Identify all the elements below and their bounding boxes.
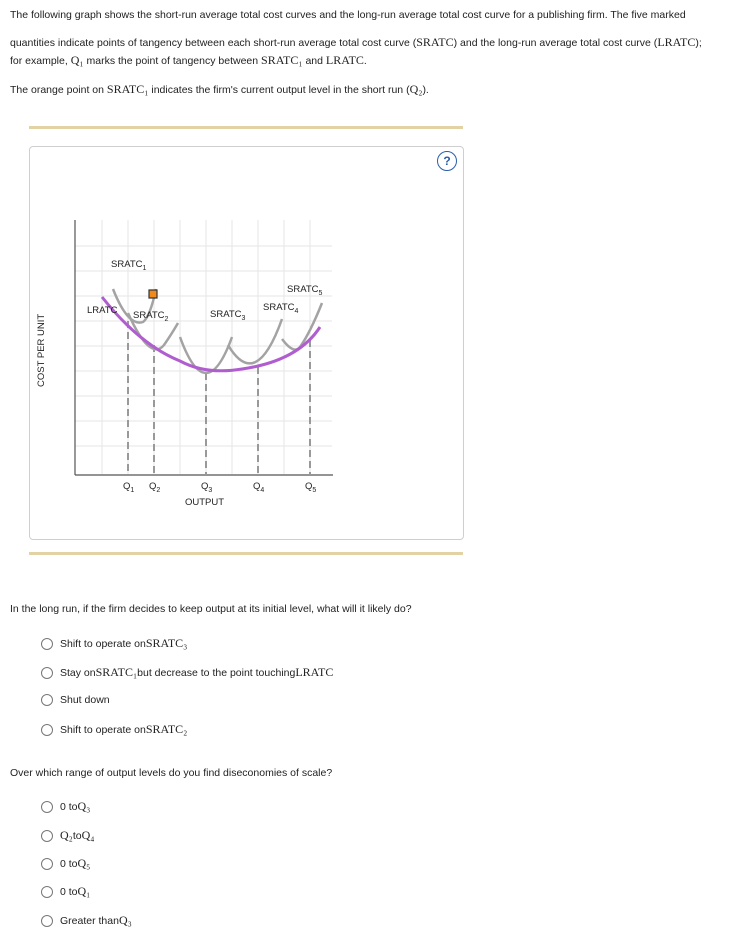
current-output-point bbox=[149, 290, 157, 298]
lratc-label: LRATC bbox=[87, 305, 118, 316]
bottom-divider bbox=[29, 552, 463, 555]
intro-line-3: for example, Q₁ marks the point of tangency between SRATC₁ and LRATC. bbox=[10, 53, 367, 67]
sratc1-label: $SRATC_1$ bbox=[111, 259, 147, 272]
x-axis-label: OUTPUT bbox=[185, 497, 225, 508]
radio-button[interactable] bbox=[41, 886, 53, 898]
sratc3-label: $SRATC_3$ bbox=[210, 309, 246, 322]
sratc5-label: $SRATC_5$ bbox=[287, 284, 323, 297]
question-1-prompt: In the long run, if the firm decides to keep output at its initial level, what will it likely do? bbox=[10, 603, 412, 615]
q1-option-2[interactable]: Stay on SRATC₁ but decrease to the point touching LRATC bbox=[41, 665, 333, 680]
cost-curves-graph[interactable] bbox=[30, 147, 463, 539]
radio-button[interactable] bbox=[41, 724, 53, 736]
radio-button[interactable] bbox=[41, 638, 53, 650]
q2-option-5[interactable]: Greater than Q₃ bbox=[41, 913, 132, 928]
q1-option-1[interactable]: Shift to operate on SRATC₃ bbox=[41, 636, 187, 651]
q5-tick-label: $Q_5$ bbox=[305, 481, 317, 494]
radio-button[interactable] bbox=[41, 830, 53, 842]
tangency-dropline-group bbox=[128, 321, 310, 475]
question-2-prompt: Over which range of output levels do you find diseconomies of scale? bbox=[10, 767, 333, 779]
y-axis-label: COST PER UNIT bbox=[36, 313, 47, 387]
q4-tick-label: $Q_4$ bbox=[253, 481, 265, 494]
radio-button[interactable] bbox=[41, 694, 53, 706]
intro-line-1: The following graph shows the short-run average total cost curves and the long-run average total cost curve for a publishing firm. The five marked bbox=[10, 9, 686, 21]
q1-tick-label: $Q_1$ bbox=[123, 481, 135, 494]
q2-tick-label: $Q_2$ bbox=[149, 481, 161, 494]
graph-panel bbox=[29, 146, 464, 540]
sratc4-label: $SRATC_4$ bbox=[263, 302, 299, 315]
radio-button[interactable] bbox=[41, 915, 53, 927]
q2-option-1[interactable]: 0 to Q₃ bbox=[41, 799, 90, 814]
q2-option-3[interactable]: 0 to Q₅ bbox=[41, 856, 90, 871]
radio-button[interactable] bbox=[41, 801, 53, 813]
q2-option-4[interactable]: 0 to Q₁ bbox=[41, 884, 90, 899]
q3-tick-label: $Q_3$ bbox=[201, 481, 213, 494]
radio-button[interactable] bbox=[41, 858, 53, 870]
q1-option-3[interactable]: Shut down bbox=[41, 694, 110, 706]
q2-option-2[interactable]: Q₂ to Q₄ bbox=[41, 828, 94, 843]
intro-line-2: quantities indicate points of tangency between each short-run average total cost curve (SRATC) and the long-run average total cost curve (LRATC); bbox=[10, 35, 702, 49]
sratc4-curve bbox=[228, 319, 282, 363]
help-icon[interactable]: ? bbox=[437, 151, 457, 171]
sratc2-label: $SRATC_2$ bbox=[133, 310, 169, 323]
q1-option-4[interactable]: Shift to operate on SRATC₂ bbox=[41, 722, 187, 737]
top-divider bbox=[29, 126, 463, 129]
intro-line-4: The orange point on SRATC₁ indicates the firm's current output level in the short run (Q₂). bbox=[10, 82, 429, 96]
radio-button[interactable] bbox=[41, 667, 53, 679]
